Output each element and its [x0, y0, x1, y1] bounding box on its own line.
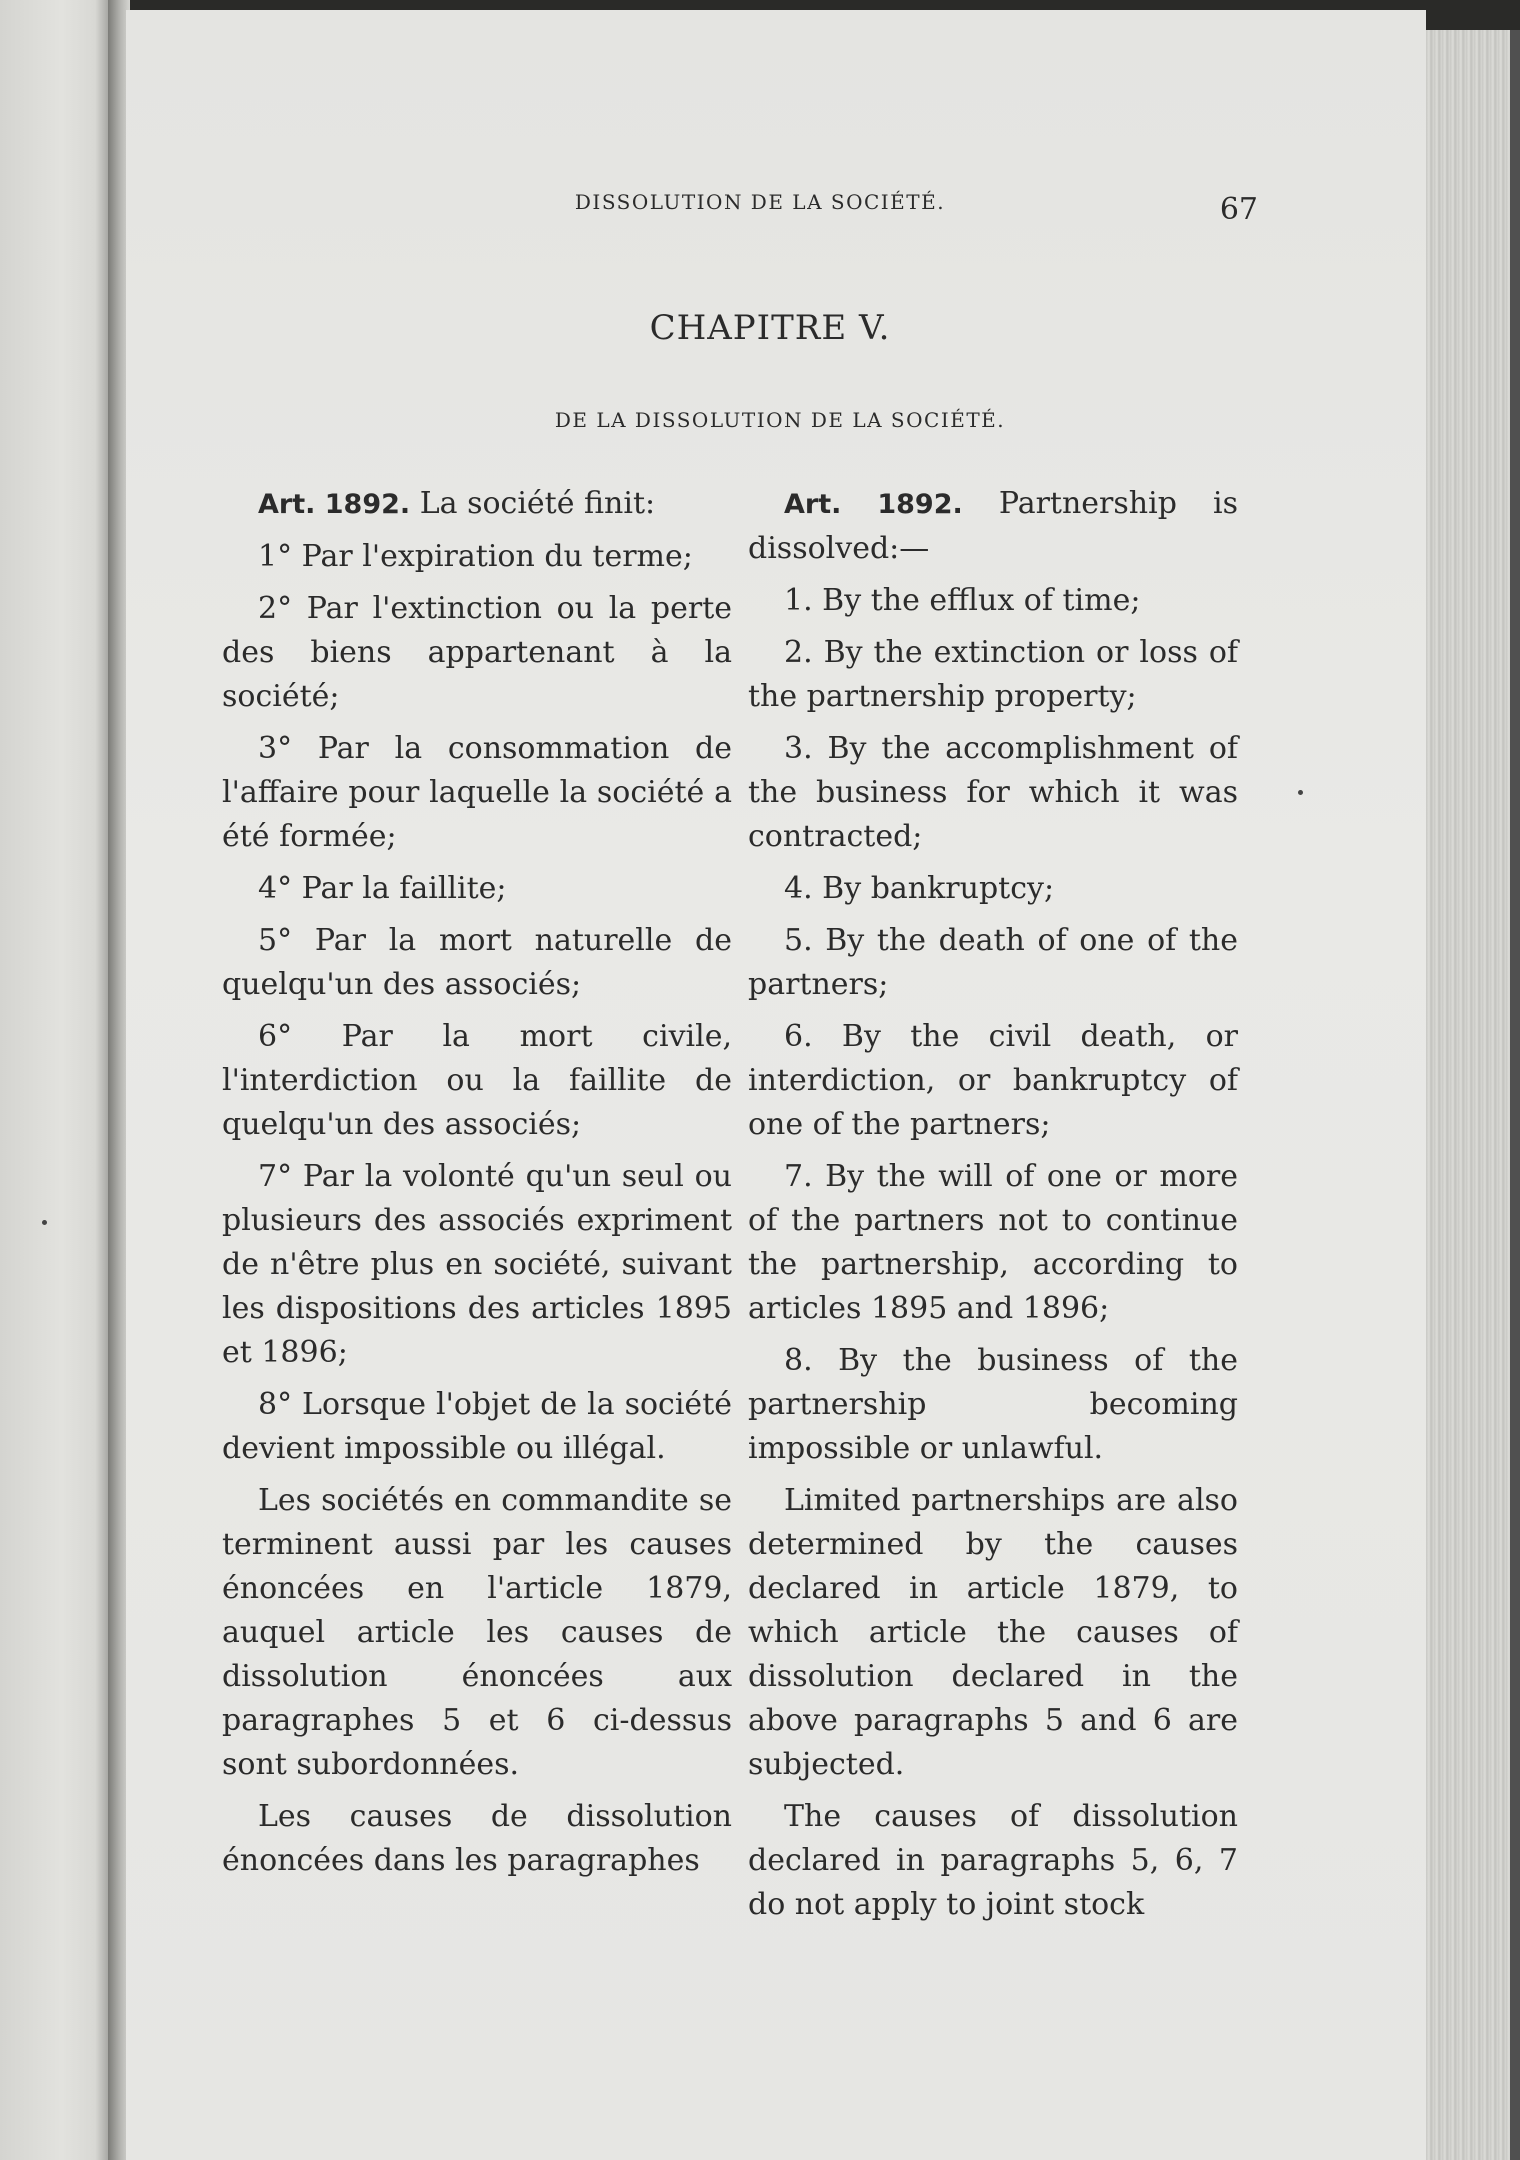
paragraph: 5. By the death of one of the partners;	[748, 923, 1238, 1002]
running-head: DISSOLUTION DE LA SOCIÉTÉ.	[574, 190, 946, 214]
section-title: DE LA DISSOLUTION DE LA SOCIÉTÉ.	[554, 408, 1006, 432]
paragraph: 4. By bankruptcy;	[784, 871, 1055, 906]
paragraph: 6° Par la mort civile, l'interdiction ou la faillite de quelqu'un des associés;	[222, 1019, 732, 1142]
article-number: Art. 1892.	[258, 489, 411, 520]
french-column	[222, 482, 732, 1891]
paragraph: Les causes de dissolution énoncées dans les paragraphes	[222, 1799, 732, 1878]
article-intro-text: Partnership is dissolved:—	[748, 486, 1238, 566]
paper-speck	[1298, 790, 1303, 795]
paragraph: 1° Par l'expiration du terme;	[258, 539, 693, 574]
paragraph: 1. By the efflux of time;	[784, 583, 1141, 618]
paper-speck	[42, 1220, 47, 1225]
paragraph: Limited partnerships are also determined by the causes declared in article 1879, to which article the causes of dissolution declared in the above paragraphs 5 and 6 are subjected.	[748, 1483, 1238, 1782]
page-stack-edge	[1426, 30, 1520, 2160]
article-intro	[222, 482, 732, 527]
paragraph: 3. By the accomplishment of the business for which it was contracted;	[748, 731, 1238, 854]
article-intro-text: La société finit:	[419, 486, 656, 521]
paragraph: 2° Par l'extinction ou la perte des biens appartenant à la société;	[222, 591, 732, 714]
english-column	[748, 482, 1238, 1935]
paragraph: 5° Par la mort naturelle de quelqu'un des associés;	[222, 923, 732, 1002]
paragraph: 6. By the civil death, or interdiction, or bankruptcy of one of the partners;	[748, 1019, 1238, 1142]
chapter-title: CHAPITRE V.	[649, 308, 891, 348]
article-number: Art. 1892.	[784, 489, 963, 520]
paragraph: 8° Lorsque l'objet de la société devient impossible ou illégal.	[222, 1387, 732, 1466]
article-intro	[748, 482, 1238, 571]
paragraph: Les sociétés en commandite se terminent aussi par les causes énoncées en l'article 1879, auquel article les causes de dissolution énoncées aux paragraphes 5 et 6 ci-dessus sont subordonnées.	[222, 1483, 732, 1782]
paragraph: The causes of dissolution declared in paragraphs 5, 6, 7 do not apply to joint stock	[748, 1799, 1238, 1922]
previous-page-edge	[0, 0, 112, 2160]
paragraph: 7° Par la volonté qu'un seul ou plusieurs des associés expriment de n'être plus en société, suivant les dispositions des articles 1895 et 1896;	[222, 1159, 732, 1370]
paragraph: 3° Par la consommation de l'affaire pour laquelle la société a été formée;	[222, 731, 732, 854]
page-number: 67	[1219, 192, 1258, 227]
paragraph: 2. By the extinction or loss of the partnership property;	[748, 635, 1238, 714]
paragraph: 4° Par la faillite;	[258, 871, 507, 906]
paragraph: 7. By the will of one or more of the partners not to continue the partnership, according to articles 1895 and 1896;	[748, 1159, 1238, 1326]
paragraph: 8. By the business of the partnership becoming impossible or unlawful.	[748, 1343, 1238, 1466]
